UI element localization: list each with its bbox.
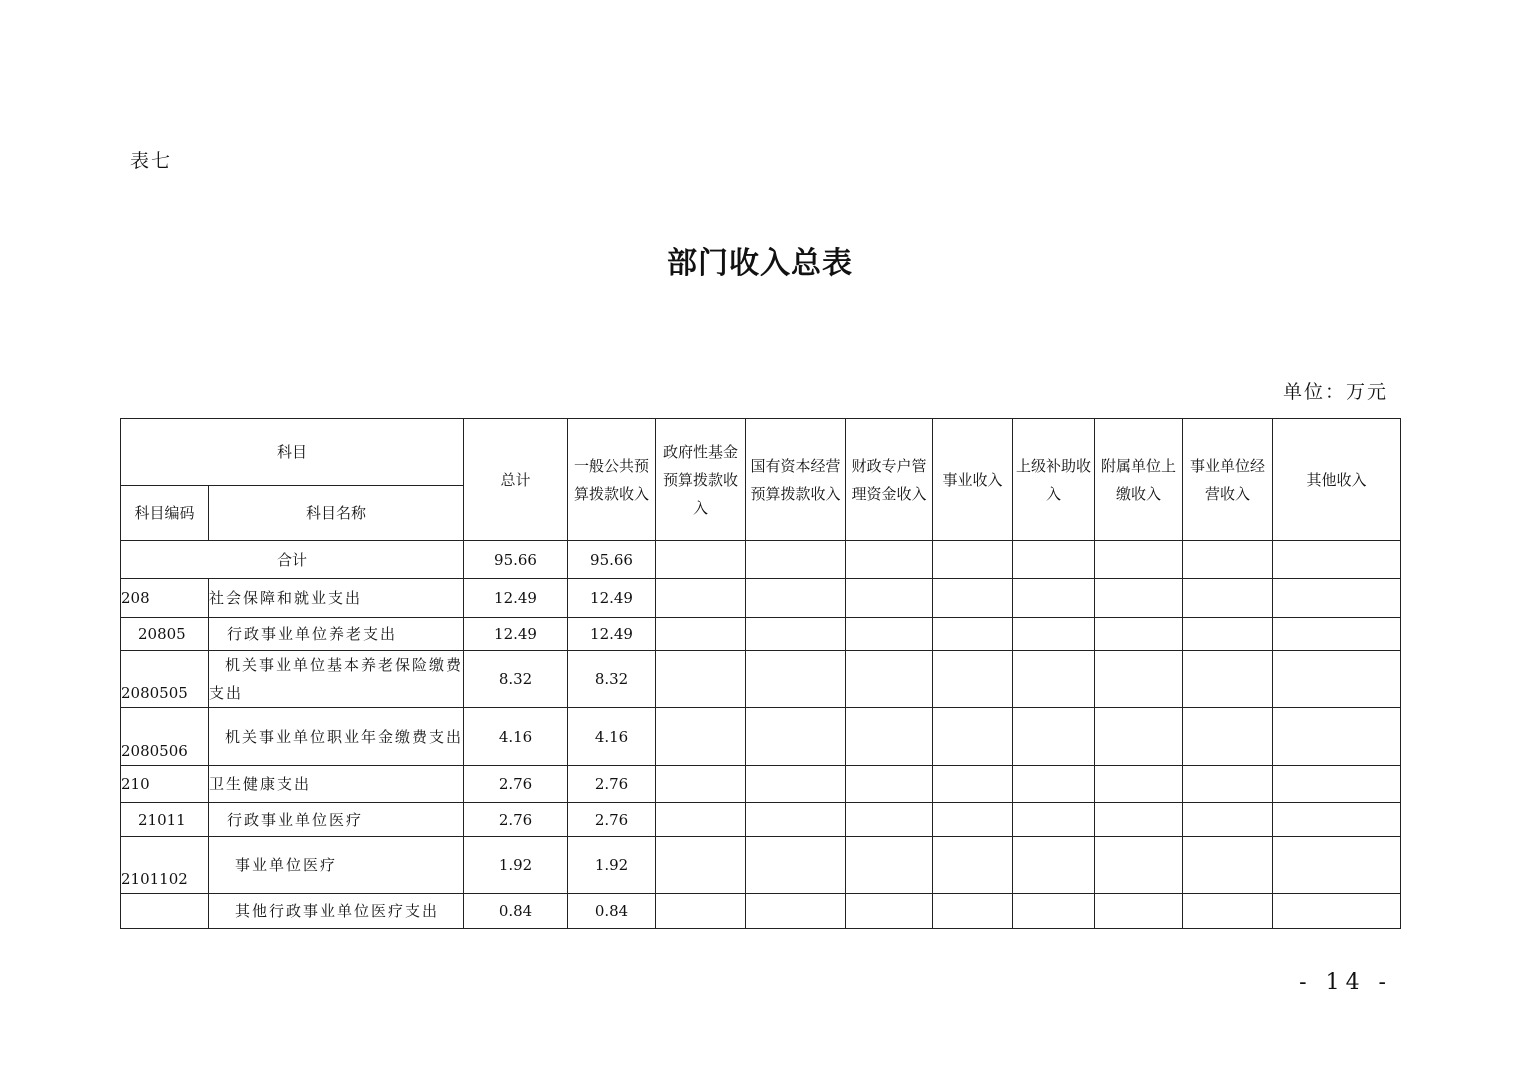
empty-cell [1273,579,1401,618]
empty-cell [1273,651,1401,708]
empty-cell [1273,766,1401,803]
row-total: 12.49 [464,579,568,618]
empty-cell [933,618,1013,651]
row-name: 社会保障和就业支出 [209,579,464,618]
empty-cell [656,803,746,837]
header-subject: 科目 [121,419,464,486]
row-code: 20805 [121,618,209,651]
row-general-budget: 12.49 [568,618,656,651]
total-label: 合计 [121,541,464,579]
header-affiliated-remit: 附属单位上缴收入 [1095,419,1183,541]
header-business-income: 事业收入 [933,419,1013,541]
empty-cell [746,803,846,837]
row-total: 1.92 [464,837,568,894]
page-number: - 14 - [1299,970,1392,995]
empty-cell [656,541,746,579]
empty-cell [1095,837,1183,894]
empty-cell [846,803,933,837]
total-row [121,541,1401,579]
header-superior-subsidy: 上级补助收入 [1013,419,1095,541]
empty-cell [746,766,846,803]
table-row [121,894,1401,929]
empty-cell [1013,579,1095,618]
row-name: 机关事业单位基本养老保险缴费支出 [209,651,464,708]
row-name: 行政事业单位医疗 [209,803,464,837]
empty-cell [1273,708,1401,766]
empty-cell [933,579,1013,618]
empty-cell [1013,618,1095,651]
empty-cell [846,894,933,929]
empty-cell [846,837,933,894]
total-general-budget: 95.66 [568,541,656,579]
header-other-income: 其他收入 [1273,419,1401,541]
empty-cell [1273,894,1401,929]
row-general-budget: 2.76 [568,766,656,803]
table-row [121,651,1401,708]
empty-cell [933,651,1013,708]
empty-cell [846,541,933,579]
empty-cell [656,579,746,618]
empty-cell [1095,651,1183,708]
empty-cell [933,541,1013,579]
total-value: 95.66 [464,541,568,579]
table-label: 表七 [130,150,173,172]
empty-cell [1013,651,1095,708]
empty-cell [746,651,846,708]
row-total: 0.84 [464,894,568,929]
empty-cell [1095,803,1183,837]
header-subject-code: 科目编码 [121,486,209,541]
empty-cell [656,708,746,766]
empty-cell [1013,803,1095,837]
empty-cell [1013,541,1095,579]
empty-cell [933,837,1013,894]
row-code: 2101102 [121,837,209,894]
row-name: 机关事业单位职业年金缴费支出 [209,708,464,766]
empty-cell [933,803,1013,837]
empty-cell [1273,541,1401,579]
header-fiscal-special: 财政专户管理资金收入 [846,419,933,541]
header-subject-name: 科目名称 [209,486,464,541]
empty-cell [1183,579,1273,618]
empty-cell [933,766,1013,803]
row-code [121,894,209,929]
row-total: 12.49 [464,618,568,651]
table-row [121,766,1401,803]
empty-cell [746,708,846,766]
empty-cell [656,766,746,803]
table-row [121,579,1401,618]
row-total: 4.16 [464,708,568,766]
row-general-budget: 1.92 [568,837,656,894]
row-name: 卫生健康支出 [209,766,464,803]
empty-cell [1183,766,1273,803]
empty-cell [1095,766,1183,803]
empty-cell [656,894,746,929]
row-general-budget: 12.49 [568,579,656,618]
empty-cell [746,618,846,651]
row-code: 2080505 [121,651,209,708]
empty-cell [1183,803,1273,837]
empty-cell [746,894,846,929]
page-title: 部门收入总表 [667,246,853,281]
empty-cell [1183,894,1273,929]
empty-cell [933,708,1013,766]
table-row [121,708,1401,766]
unit-label: 单位：万元 [1282,381,1388,403]
empty-cell [1183,651,1273,708]
empty-cell [1013,708,1095,766]
empty-cell [656,651,746,708]
row-code: 2080506 [121,708,209,766]
empty-cell [1095,579,1183,618]
empty-cell [846,708,933,766]
header-row-1 [121,419,1401,486]
table-row [121,803,1401,837]
row-total: 2.76 [464,766,568,803]
row-code: 21011 [121,803,209,837]
empty-cell [846,579,933,618]
empty-cell [656,618,746,651]
table-row [121,837,1401,894]
header-gov-fund: 政府性基金预算拨款收入 [656,419,746,541]
empty-cell [1183,541,1273,579]
empty-cell [1183,837,1273,894]
empty-cell [1095,894,1183,929]
header-general-budget: 一般公共预算拨款收入 [568,419,656,541]
empty-cell [1013,766,1095,803]
row-general-budget: 8.32 [568,651,656,708]
row-name: 行政事业单位养老支出 [209,618,464,651]
empty-cell [746,579,846,618]
header-total: 总计 [464,419,568,541]
row-general-budget: 4.16 [568,708,656,766]
row-total: 2.76 [464,803,568,837]
empty-cell [1013,894,1095,929]
table-row [121,618,1401,651]
empty-cell [1273,803,1401,837]
empty-cell [1013,837,1095,894]
row-code: 208 [121,579,209,618]
income-summary-table [120,418,1401,929]
empty-cell [1273,618,1401,651]
empty-cell [1095,708,1183,766]
empty-cell [1273,837,1401,894]
empty-cell [746,837,846,894]
empty-cell [1095,618,1183,651]
row-name: 事业单位医疗 [209,837,464,894]
row-general-budget: 0.84 [568,894,656,929]
empty-cell [846,618,933,651]
empty-cell [846,766,933,803]
row-name: 其他行政事业单位医疗支出 [209,894,464,929]
empty-cell [846,651,933,708]
row-code: 210 [121,766,209,803]
empty-cell [1183,618,1273,651]
empty-cell [1095,541,1183,579]
empty-cell [746,541,846,579]
empty-cell [656,837,746,894]
row-general-budget: 2.76 [568,803,656,837]
empty-cell [1183,708,1273,766]
header-business-operating: 事业单位经营收入 [1183,419,1273,541]
header-state-capital: 国有资本经营预算拨款收入 [746,419,846,541]
row-total: 8.32 [464,651,568,708]
empty-cell [933,894,1013,929]
